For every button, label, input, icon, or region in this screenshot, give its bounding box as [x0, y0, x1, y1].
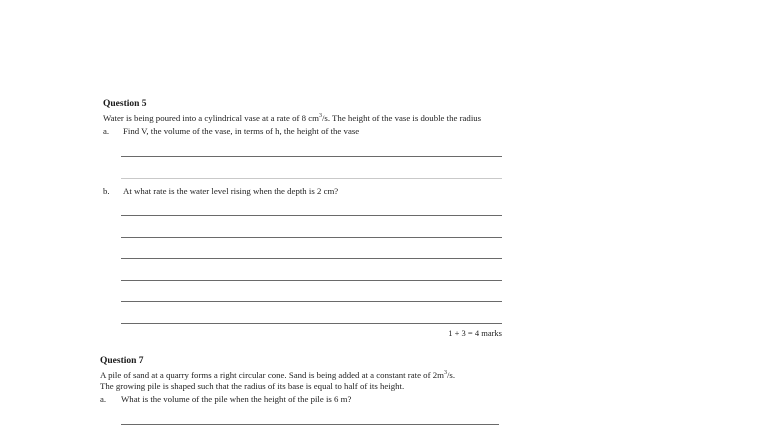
answer-line[interactable] [121, 258, 502, 259]
question-7-part-a-text: What is the volume of the pile when the height of the pile is 6 m? [121, 394, 352, 404]
question-5-intro-post: /s. The height of the vase is double the radius [321, 113, 482, 123]
answer-line[interactable] [121, 323, 502, 324]
question-5-part-b-label: b. [103, 186, 110, 196]
answer-line[interactable] [121, 156, 502, 157]
question-7-intro-pre: A pile of sand at a quarry forms a right circular cone. Sand is being added at a constant rate of 2m [100, 370, 444, 380]
question-7-part-a-label: a. [100, 394, 107, 404]
question-7-intro-line-1 [100, 370, 455, 380]
question-7-intro-superscript: 3 [443, 370, 447, 377]
answer-line[interactable] [121, 237, 502, 238]
question-5-part-a-label: a. [103, 126, 110, 136]
question-5-marks: 1 + 3 = 4 marks [448, 328, 502, 338]
question-7-intro-line-2: The growing pile is shaped such that the radius of its base is equal to half of its height. [100, 381, 405, 391]
answer-line[interactable] [121, 215, 502, 216]
answer-line[interactable] [121, 424, 499, 425]
question-5-part-a-text: Find V, the volume of the vase, in terms of h, the height of the vase [123, 126, 360, 136]
question-5-part-b-text: At what rate is the water level rising when the depth is 2 cm? [123, 186, 339, 196]
answer-line[interactable] [121, 301, 502, 302]
question-5-intro-pre: Water is being poured into a cylindrical vase at a rate of 8 cm [103, 113, 319, 123]
question-5-intro-superscript: 3 [318, 113, 322, 120]
question-7-title: Question 7 [100, 356, 144, 366]
question-7-intro-post: /s. [446, 370, 456, 380]
answer-line[interactable] [121, 178, 502, 179]
answer-line[interactable] [121, 280, 502, 281]
question-5-intro [103, 113, 481, 123]
question-5-title: Question 5 [103, 99, 147, 109]
